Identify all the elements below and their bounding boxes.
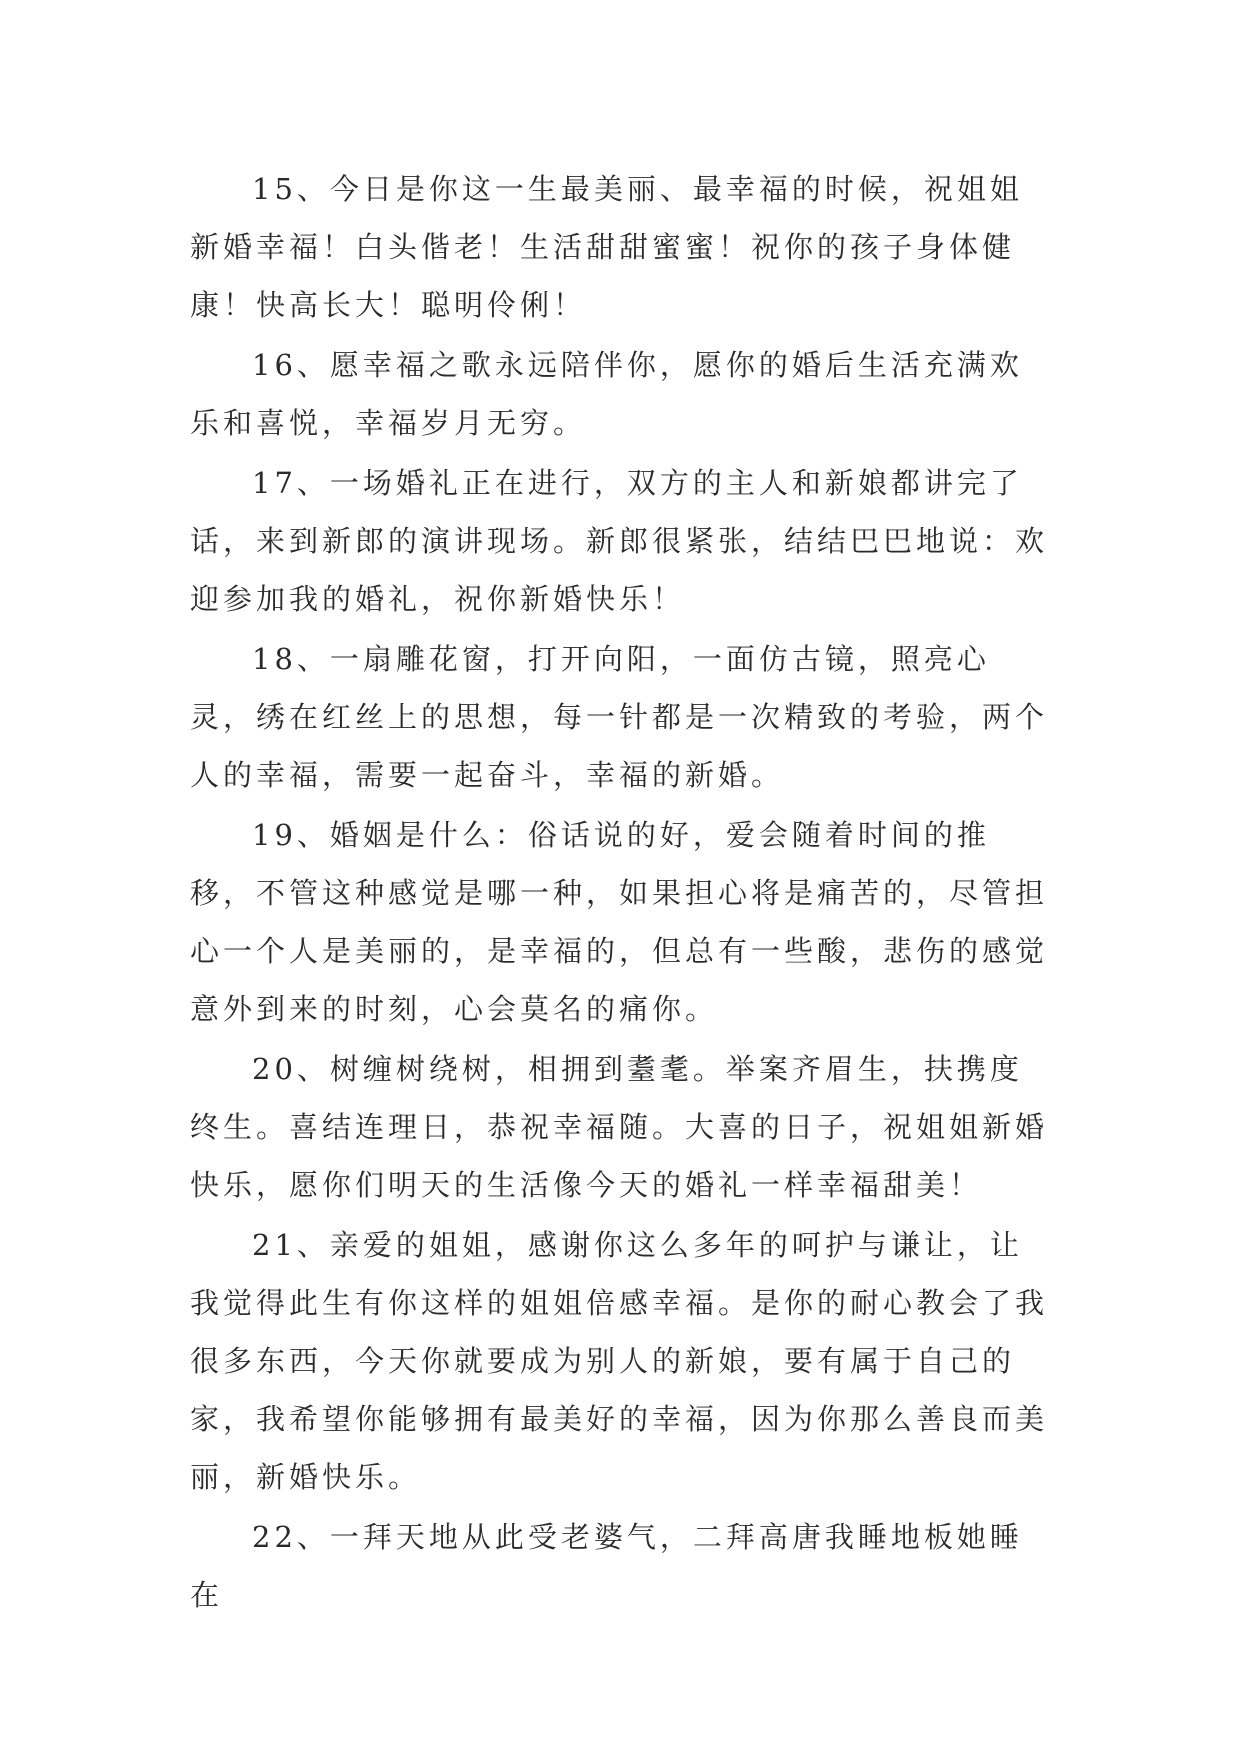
paragraph-16: 16、愿幸福之歌永远陪伴你，愿你的婚后生活充满欢乐和喜悦，幸福岁月无穷。: [190, 348, 1023, 440]
paragraph-17: 17、一场婚礼正在进行，双方的主人和新娘都讲完了话，来到新郎的演讲现场。新郎很紧张，结结巴巴地说：欢迎参加我的婚礼，祝你新婚快乐！: [190, 466, 1049, 616]
paragraph-22: 22、一拜天地从此受老婆气，二拜高唐我睡地板她睡在: [190, 1520, 1023, 1612]
paragraph-19: 19、婚姻是什么：俗话说的好，爱会随着时间的推移，不管这种感觉是哪一种，如果担心将是痛苦的，尽管担心一个人是美丽的，是幸福的，但总有一些酸，悲伤的感觉意外到来的时刻，心会莫名的痛你。: [190, 818, 1049, 1026]
paragraph-21: 21、亲爱的姐姐，感谢你这么多年的呵护与谦让，让我觉得此生有你这样的姐姐倍感幸福。是你的耐心教会了我很多东西，今天你就要成为别人的新娘，要有属于自己的家，我希望你能够拥有最美好的幸福，因为你那么善良而美丽，新婚快乐。: [190, 1228, 1049, 1494]
paragraph-18: 18、一扇雕花窗，打开向阳，一面仿古镜，照亮心灵，绣在红丝上的思想，每一针都是一次精致的考验，两个人的幸福，需要一起奋斗，幸福的新婚。: [190, 642, 1049, 792]
paragraph-20: 20、树缠树绕树，相拥到耋耄。举案齐眉生，扶携度终生。喜结连理日，恭祝幸福随。大喜的日子，祝姐姐新婚快乐，愿你们明天的生活像今天的婚礼一样幸福甜美！: [190, 1052, 1049, 1202]
paragraph-15: 15、今日是你这一生最美丽、最幸福的时候，祝姐姐新婚幸福！白头偕老！生活甜甜蜜蜜！祝你的孩子身体健康！快高长大！聪明伶俐！: [190, 172, 1023, 322]
document-body: [190, 160, 1052, 1626]
